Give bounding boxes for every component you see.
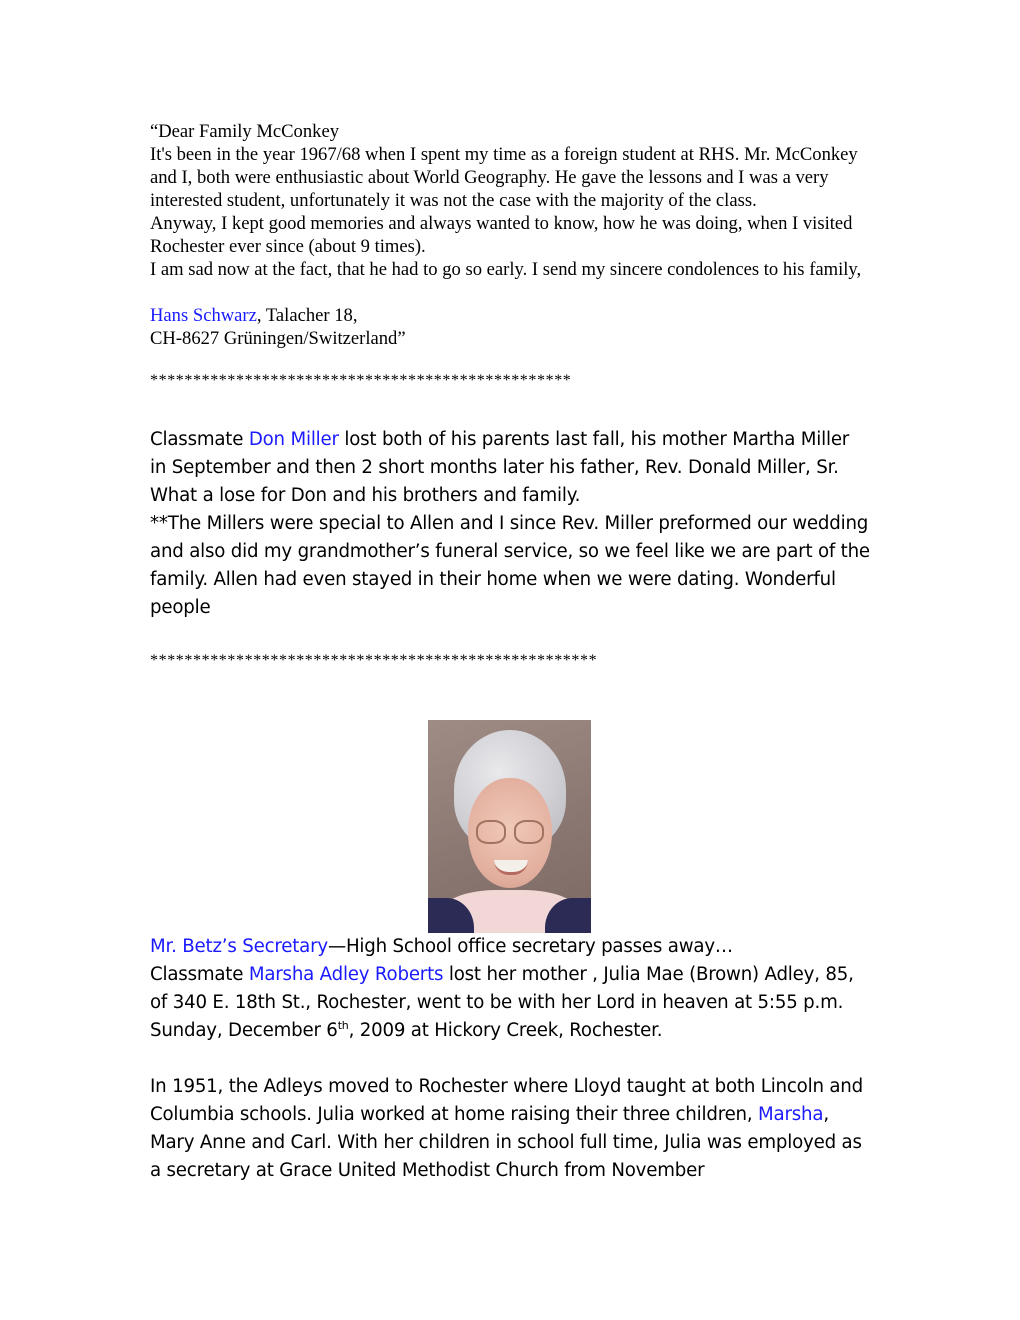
don-miller-link[interactable]: Don Miller — [248, 429, 339, 450]
adley-paragraph-1: Classmate Marsha Adley Roberts lost her mother , Julia Mae (Brown) Adley, 85, of 340 E. 18th St., Rochester, went to be with her Lord in heaven at 5:55 p.m. Sunday, December 6th, 2009 at Hickory Creek, Rochester. — [150, 964, 854, 1041]
marsha-adley-roberts-link[interactable]: Marsha Adley Roberts — [248, 964, 444, 985]
miller-paragraph-2: **The Millers were special to Allen and I since Rev. Miller preformed our wedding and also did my grandmother’s funeral service, so we feel like we are part of the family. Allen had even stayed in their home when we were dating. Wonderful people — [150, 513, 870, 618]
letter-paragraph-2: Anyway, I kept good memories and always wanted to know, how he was doing, when I visited Rochester ever since (about 9 times). — [150, 213, 853, 257]
adley-section — [150, 933, 870, 1185]
condolence-letter — [150, 120, 870, 350]
miller-paragraph-1: Classmate Don Miller lost both of his parents last fall, his mother Martha Miller in September and then 2 short months later his father, Rev. Donald Miller, Sr. What a lose for Don and his brothers and family. — [150, 429, 850, 506]
adley-paragraph-2: In 1951, the Adleys moved to Rochester where Lloyd taught at both Lincoln and Columbia schools. Julia worked at home raising their three children, Marsha, Mary Anne and Carl. With her children in school full time, Julia was employed as a secretary at Grace United Methodist Church from November — [150, 1076, 863, 1181]
miller-section — [150, 426, 870, 622]
divider-2: **************************************************** — [150, 652, 598, 669]
letter-greeting: “Dear Family McConkey — [150, 121, 339, 142]
letter-signature — [150, 304, 870, 327]
blank-line — [150, 281, 870, 304]
letter-paragraph-3: I am sad now at the fact, that he had to go so early. I send my sincere condolences to his family, — [150, 259, 862, 280]
signer-city: CH-8627 Grüningen/Switzerland” — [150, 328, 406, 349]
blank-line — [150, 1045, 870, 1073]
signer-name-link[interactable]: Hans Schwarz — [150, 305, 257, 326]
adley-heading: Mr. Betz’s Secretary—High School office secretary passes away… — [150, 936, 733, 957]
signer-street: , Talacher 18, — [256, 305, 358, 326]
divider-1: ************************************************* — [150, 372, 572, 389]
letter-paragraph-1: It's been in the year 1967/68 when I spent my time as a foreign student at RHS. Mr. McConkey and I, both were enthusiastic about World Geography. He gave the lessons and I was a very interested student, unfortunately it was not the case with the majority of the class. — [150, 144, 858, 211]
document-page — [150, 120, 870, 670]
betz-secretary-link[interactable]: Mr. Betz’s Secretary — [150, 936, 328, 957]
marsha-link[interactable]: Marsha — [758, 1104, 824, 1125]
portrait-photo — [428, 720, 591, 933]
